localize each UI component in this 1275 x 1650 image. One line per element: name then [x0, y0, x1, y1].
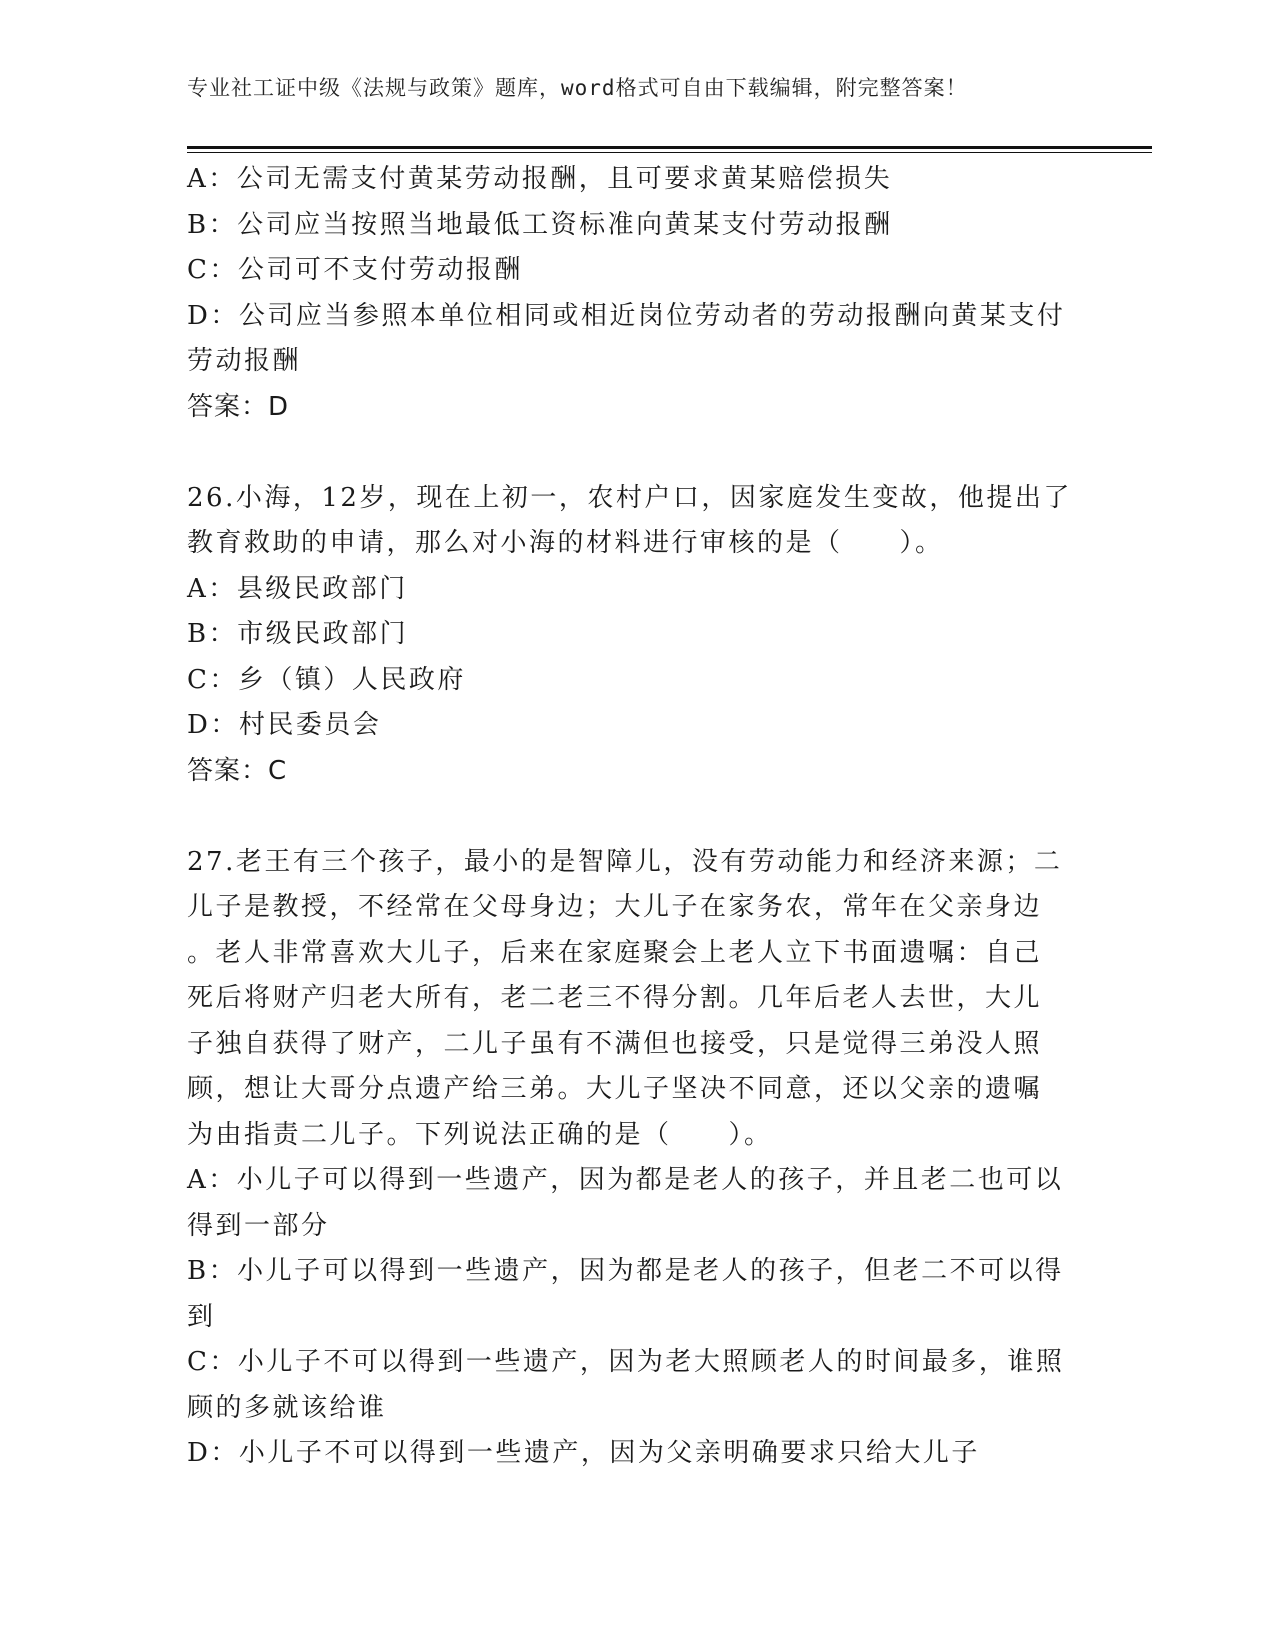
answer-26: 答案：C: [187, 755, 288, 786]
option-d-continued: 劳动报酬: [187, 346, 302, 376]
page-header: 专业社工证中级《法规与政策》题库，word格式可自由下载编辑，附完整答案！: [187, 76, 968, 100]
option-a: A：县级民政部门: [187, 573, 408, 604]
header-rule-thick: [187, 146, 1152, 149]
question-stem-line: 26.小海，12岁，现在上初一，农村户口，因家庭发生变故，他提出了: [187, 482, 1072, 513]
question-stem-line: 。老人非常喜欢大儿子，后来在家庭聚会上老人立下书面遗嘱：自己: [187, 937, 1043, 968]
question-stem-line: 子独自获得了财产，二儿子虽有不满但也接受，只是觉得三弟没人照: [187, 1028, 1043, 1059]
option-a: A：小儿子可以得到一些遗产，因为都是老人的孩子，并且老二也可以: [187, 1165, 1064, 1195]
option-c: C：小儿子不可以得到一些遗产，因为老大照顾老人的时间最多，谁照: [187, 1347, 1065, 1377]
question-stem-line: 儿子是教授，不经常在父母身边；大儿子在家务农，常年在父亲身边: [187, 892, 1043, 922]
option-b: B：市级民政部门: [187, 619, 409, 649]
answer-25: 答案：D: [187, 391, 290, 422]
question-stem-line: 为由指责二儿子。下列说法正确的是（ ）。: [187, 1119, 773, 1150]
option-d: D：公司应当参照本单位相同或相近岗位劳动者的劳动报酬向黄某支付: [187, 300, 1066, 331]
option-c: C：公司可不支付劳动报酬: [187, 255, 523, 285]
question-stem-line: 顾，想让大哥分点遗产给三弟。大儿子坚决不同意，还以父亲的遗嘱: [187, 1074, 1043, 1104]
question-stem-line: 27.老王有三个孩子，最小的是智障儿，没有劳动能力和经济来源；二: [187, 846, 1063, 877]
question-stem-line: 死后将财产归老大所有，老二老三不得分割。几年后老人去世，大儿: [187, 983, 1043, 1013]
option-a: A：公司无需支付黄某劳动报酬，且可要求黄某赔偿损失: [187, 164, 893, 194]
header-rule-thin: [187, 152, 1152, 153]
option-b: B：小儿子可以得到一些遗产，因为都是老人的孩子，但老二不可以得: [187, 1256, 1064, 1286]
question-content: [187, 157, 1087, 1477]
question-25-options: [187, 157, 1087, 385]
option-d: D：小儿子不可以得到一些遗产，因为父亲明确要求只给大儿子: [187, 1438, 980, 1468]
question-27: [187, 840, 1087, 1477]
spacer: [187, 430, 1087, 476]
question-stem-line: 教育救助的申请，那么对小海的材料进行审核的是（ ）。: [187, 528, 944, 558]
option-b: B：公司应当按照当地最低工资标准向黄某支付劳动报酬: [187, 209, 893, 240]
option-c: C：乡（镇）人民政府: [187, 664, 466, 695]
question-26: [187, 476, 1087, 795]
spacer: [187, 794, 1087, 840]
option-c-continued: 顾的多就该给谁: [187, 1392, 387, 1423]
option-a-continued: 得到一部分: [187, 1210, 330, 1241]
option-b-continued: 到: [187, 1301, 216, 1332]
option-d: D：村民委员会: [187, 710, 382, 740]
